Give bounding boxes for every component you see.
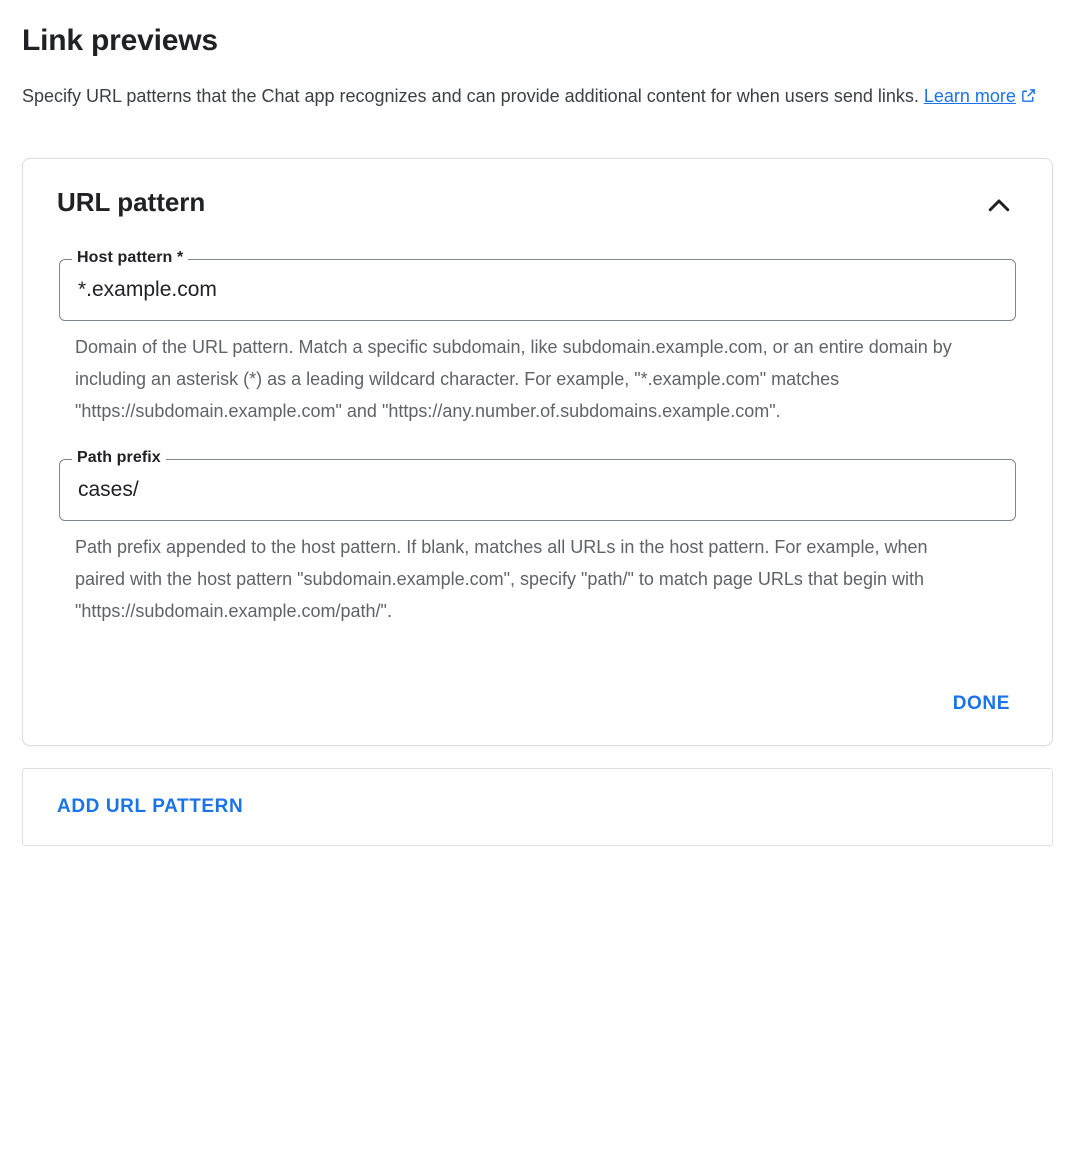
path-prefix-label: Path prefix [72,449,166,467]
chevron-up-icon[interactable] [978,185,1020,227]
page-description-text: Specify URL patterns that the Chat app recognizes and can provide additional content for when users send links. [22,86,924,106]
host-pattern-input[interactable] [76,277,999,303]
external-link-icon[interactable] [1020,82,1037,114]
host-pattern-helper-text: Domain of the URL pattern. Match a specific subdomain, like subdomain.example.com, or an entire domain by including an asterisk (*) as a leading wildcard character. For example, "*.example.com" matches "https://subdomain.example.com" and "https://any.number.of.subdomains.example.com". [75,337,952,421]
page-description [22,80,1042,114]
done-button[interactable]: DONE [943,685,1020,723]
card-header [55,185,1020,227]
add-url-pattern-button[interactable]: ADD URL PATTERN [57,796,244,817]
path-prefix-field-block [55,449,1020,627]
host-pattern-label: Host pattern * [72,249,188,267]
path-prefix-field[interactable] [59,449,1016,521]
host-pattern-field[interactable] [59,249,1016,321]
learn-more-link[interactable]: Learn more [923,86,1016,106]
path-prefix-input[interactable] [76,477,999,503]
url-pattern-card [22,158,1053,746]
host-pattern-field-block [55,249,1020,427]
path-prefix-helper-text: Path prefix appended to the host pattern. If blank, matches all URLs in the host pattern. For example, when paired with the host pattern "subdomain.example.com", specify "path/" to match page URLs that begin with "https://subdomain.example.com/path/". [75,537,928,621]
page-title: Link previews [22,24,218,57]
card-title: URL pattern [57,187,206,217]
card-actions [55,685,1020,723]
add-url-pattern-bar[interactable] [22,768,1053,846]
